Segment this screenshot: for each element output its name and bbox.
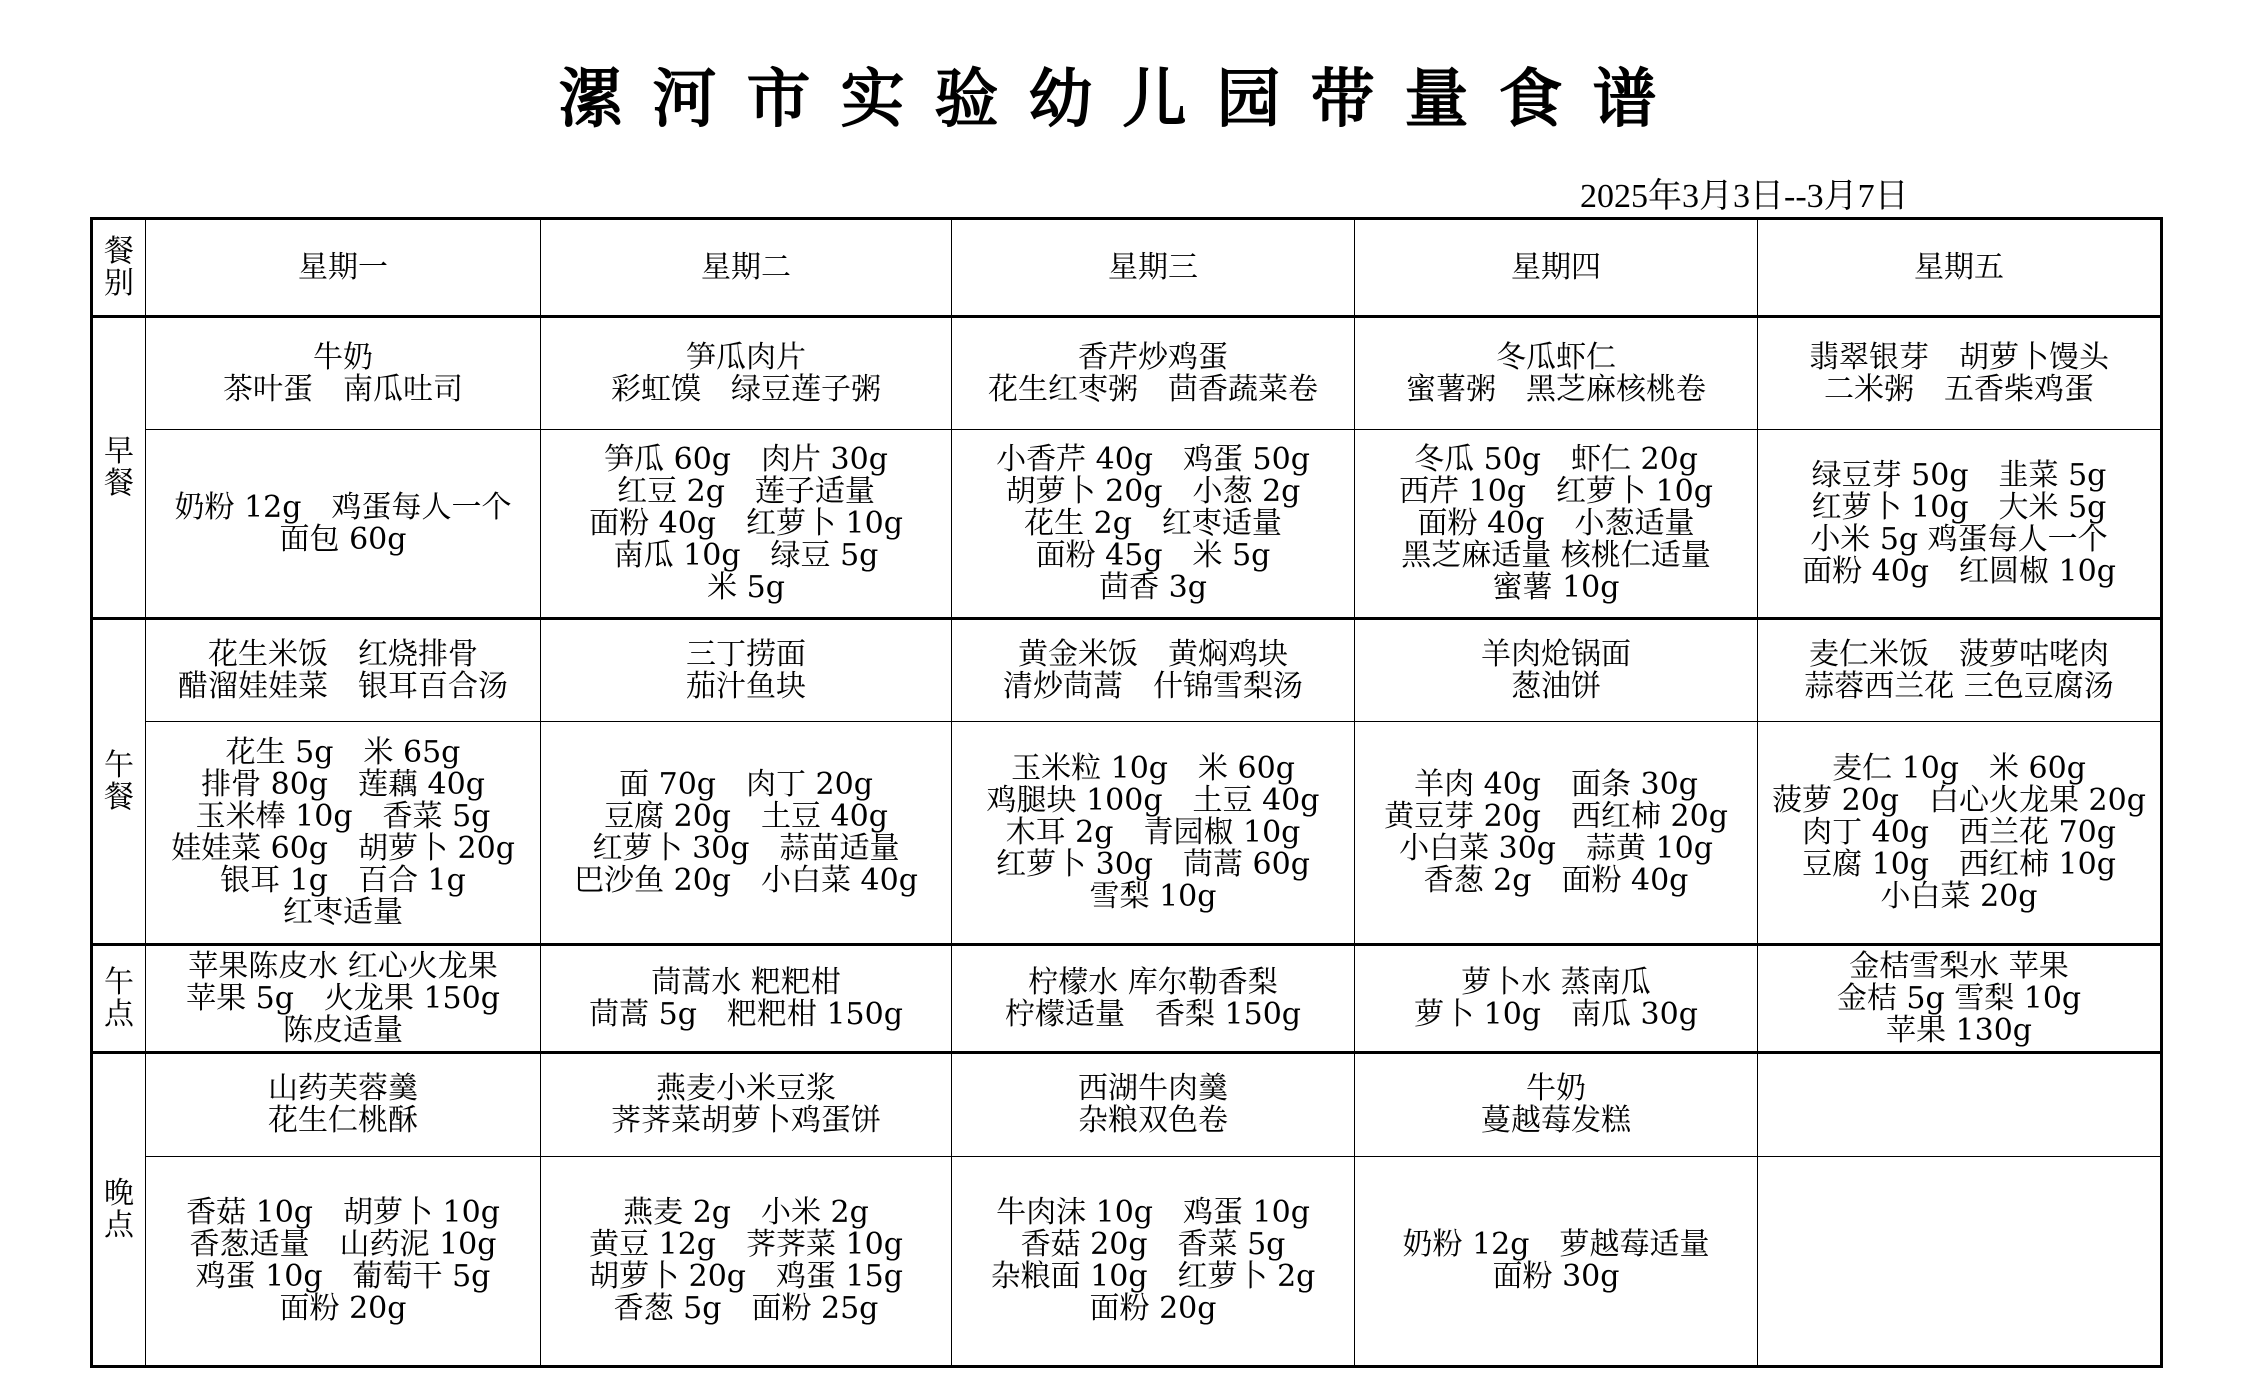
cell-line: 面包 60g: [279, 521, 407, 557]
dish-cell-mon: [146, 1053, 541, 1157]
cell-line: 清炒茼蒿 什锦雪梨汤: [1003, 668, 1303, 704]
cell-line: 蔓越莓发糕: [1481, 1103, 1631, 1138]
dish-cell-tue: [541, 317, 952, 430]
cell-line: 花生 2g 红枣适量: [1024, 505, 1282, 541]
cell-line: 萝卜 10g 南瓜 30g: [1414, 996, 1698, 1032]
cell-line: 小白菜 20g: [1880, 878, 2038, 914]
meal-label-char: 餐: [104, 779, 134, 815]
cell-line: 三丁捞面: [686, 636, 806, 672]
day-header-mon: 星期一: [146, 219, 541, 317]
cell-line: 玉米粒 10g 米 60g: [1011, 750, 1295, 786]
dish-cell-tue: [541, 619, 952, 722]
cell-line: 翡翠银芽 胡萝卜馒头: [1809, 339, 2109, 375]
page-title: 漯河市实验幼儿园带量食谱: [558, 62, 1687, 137]
ingredient-cell-fri: [1758, 430, 2162, 619]
cell-line: 面粉 40g 红圆椒 10g: [1802, 553, 2116, 589]
cell-line: 柠檬水 库尔勒香梨: [1028, 964, 1278, 1000]
cell-line: 醋溜娃娃菜 银耳百合汤: [178, 668, 508, 704]
cell-line: 面粉 45g 米 5g: [1035, 537, 1271, 573]
cell-line: 巴沙鱼 20g 小白菜 40g: [574, 862, 918, 898]
ingredient-cell-tue: [541, 430, 952, 619]
dish-cell-mon: [146, 317, 541, 430]
cell-line: 陈皮适量: [283, 1012, 403, 1048]
meal-label: [92, 619, 146, 945]
cell-line: 香葱适量 山药泥 10g: [189, 1227, 497, 1262]
cell-line: 苹果 130g: [1885, 1012, 2032, 1048]
cell-line: 黄金米饭 黄焖鸡块: [1018, 636, 1288, 672]
ingredient-cell-wed: [952, 430, 1355, 619]
cell-line: 笋瓜肉片: [686, 339, 806, 375]
ingredient-cell-thu: [1355, 722, 1758, 945]
cell-line: 燕麦 2g 小米 2g: [623, 1195, 869, 1230]
ingredient-cell-wed: [952, 1157, 1355, 1367]
ingredient-cell-wed: [952, 722, 1355, 945]
ingredient-cell-tue: [541, 1157, 952, 1367]
cell-line: 面 70g 肉丁 20g: [619, 766, 873, 802]
cell-line: 面粉 40g 小葱适量: [1417, 505, 1695, 541]
cell-line: 杂粮双色卷: [1078, 1103, 1228, 1138]
cell-line: 燕麦小米豆浆: [656, 1071, 836, 1106]
meal-label-char: 午: [104, 747, 134, 783]
meal-label: [92, 317, 146, 619]
cell-line: 彩虹馍 绿豆莲子粥: [611, 371, 881, 407]
cell-line: 香菇 10g 胡萝卜 10g: [186, 1195, 500, 1230]
ingredient-cell-thu: [1355, 430, 1758, 619]
cell-line: 香芹炒鸡蛋: [1078, 339, 1228, 375]
cell-line: 小米 5g 鸡蛋每人一个: [1810, 521, 2108, 557]
day-header-tue: 星期二: [541, 219, 952, 317]
cell-line: 花生仁桃酥: [268, 1103, 418, 1138]
cell-line: 花生 5g 米 65g: [225, 734, 461, 770]
meal-column-header: [92, 219, 146, 317]
cell-line: 豆腐 20g 土豆 40g: [604, 798, 888, 834]
day-header-fri: 星期五: [1758, 219, 2162, 317]
cell-line: 玉米棒 10g 香菜 5g: [195, 798, 491, 834]
meal-row: [92, 945, 2162, 1053]
cell-line: 萝卜水 蒸南瓜: [1461, 964, 1651, 1000]
snack-cell-wed: [952, 945, 1355, 1053]
dish-cell-wed: [952, 1053, 1355, 1157]
meal-label-char: 早: [104, 433, 134, 469]
meal-label-char: 晚: [104, 1175, 134, 1211]
cell-line: 奶粉 12g 萝越莓适量: [1402, 1227, 1710, 1262]
ingredients-row: [92, 430, 2162, 619]
cell-line: 肉丁 40g 西兰花 70g: [1802, 814, 2116, 850]
cell-line: 麦仁 10g 米 60g: [1832, 750, 2086, 786]
dish-cell-thu: [1355, 619, 1758, 722]
ingredients-row: [92, 1157, 2162, 1367]
menu-table: [90, 217, 2163, 1368]
dishes-row: [92, 619, 2162, 722]
day-header-wed: 星期三: [952, 219, 1355, 317]
cell-line: 茼蒿水 粑粑柑: [651, 964, 841, 1000]
dish-cell-mon: [146, 619, 541, 722]
meal-label: [92, 1053, 146, 1367]
cell-line: 红枣适量: [283, 894, 403, 930]
cell-line: 红豆 2g 莲子适量: [617, 473, 875, 509]
cell-line: 鸡蛋 10g 葡萄干 5g: [195, 1259, 491, 1294]
ingredient-cell-tue: [541, 722, 952, 945]
cell-line: 排骨 80g 莲藕 40g: [201, 766, 485, 802]
day-header-thu: 星期四: [1355, 219, 1758, 317]
cell-line: 银耳 1g 百合 1g: [220, 862, 466, 898]
dish-cell-thu: [1355, 317, 1758, 430]
cell-line: 奶粉 12g 鸡蛋每人一个: [174, 489, 512, 525]
ingredient-cell-mon: [146, 722, 541, 945]
cell-line: 黄豆芽 20g 西红柿 20g: [1384, 798, 1728, 834]
ingredient-cell-thu: [1355, 1157, 1758, 1367]
cell-line: 杂粮面 10g 红萝卜 2g: [990, 1259, 1316, 1294]
snack-cell-fri: [1758, 945, 2162, 1053]
cell-line: 蒜蓉西兰花 三色豆腐汤: [1804, 668, 2114, 704]
meal-col-char: 别: [104, 265, 134, 301]
cell-line: 蜜薯 10g: [1492, 569, 1620, 605]
dish-cell-thu: [1355, 1053, 1758, 1157]
dish-cell-tue: [541, 1053, 952, 1157]
cell-line: 西芹 10g 红萝卜 10g: [1399, 473, 1713, 509]
cell-line: 面粉 40g 红萝卜 10g: [589, 505, 903, 541]
cell-line: 香葱 5g 面粉 25g: [613, 1291, 879, 1326]
cell-line: 红萝卜 30g 茼蒿 60g: [996, 846, 1310, 882]
ingredient-cell-mon: [146, 1157, 541, 1367]
cell-line: 小香芹 40g 鸡蛋 50g: [996, 441, 1310, 477]
cell-line: 豆腐 10g 西红柿 10g: [1802, 846, 2116, 882]
cell-line: 冬瓜虾仁: [1496, 339, 1616, 375]
snack-cell-tue: [541, 945, 952, 1053]
dishes-row: [92, 317, 2162, 430]
ingredient-cell-fri: [1758, 1157, 2162, 1367]
cell-line: 小白菜 30g 蒜黄 10g: [1399, 830, 1713, 866]
cell-line: 面粉 20g: [279, 1291, 407, 1326]
cell-line: 柠檬适量 香梨 150g: [1004, 996, 1301, 1032]
cell-line: 花生红枣粥 茴香蔬菜卷: [988, 371, 1318, 407]
ingredients-row: [92, 722, 2162, 945]
cell-line: 山药芙蓉羹: [268, 1071, 418, 1106]
dishes-row: [92, 1053, 2162, 1157]
cell-line: 胡萝卜 20g 小葱 2g: [1005, 473, 1301, 509]
cell-line: 金桔 5g 雪梨 10g: [1836, 980, 2082, 1016]
snack-cell-mon: [146, 945, 541, 1053]
cell-line: 茶叶蛋 南瓜吐司: [223, 371, 463, 407]
cell-line: 羊肉 40g 面条 30g: [1414, 766, 1698, 802]
dish-cell-fri: [1758, 619, 2162, 722]
cell-line: 鸡腿块 100g 土豆 40g: [986, 782, 1320, 818]
snack-cell-thu: [1355, 945, 1758, 1053]
dish-cell-fri: [1758, 1053, 2162, 1157]
header-row: [92, 219, 2162, 317]
cell-line: 笋瓜 60g 肉片 30g: [604, 441, 888, 477]
cell-line: 苹果陈皮水 红心火龙果: [188, 948, 498, 984]
meal-label-char: 点: [104, 996, 134, 1032]
cell-line: 麦仁米饭 菠萝咕咾肉: [1809, 636, 2109, 672]
cell-line: 葱油饼: [1511, 668, 1601, 704]
cell-line: 茼蒿 5g 粑粑柑 150g: [589, 996, 903, 1032]
cell-line: 牛奶: [313, 339, 373, 375]
meal-label-char: 午: [104, 964, 134, 1000]
cell-line: 菠萝 20g 白心火龙果 20g: [1772, 782, 2146, 818]
meal-label-char: 餐: [104, 465, 134, 501]
cell-line: 南瓜 10g 绿豆 5g: [613, 537, 879, 573]
cell-line: 绿豆芽 50g 韭菜 5g: [1811, 457, 2107, 493]
cell-line: 牛肉沫 10g 鸡蛋 10g: [996, 1195, 1310, 1230]
cell-line: 黄豆 12g 荠荠菜 10g: [589, 1227, 903, 1262]
cell-line: 香菇 20g 香菜 5g: [1020, 1227, 1286, 1262]
cell-line: 米 5g: [707, 569, 785, 605]
cell-line: 娃娃菜 60g 胡萝卜 20g: [171, 830, 515, 866]
cell-line: 荠荠菜胡萝卜鸡蛋饼: [611, 1103, 881, 1138]
cell-line: 苹果 5g 火龙果 150g: [186, 980, 500, 1016]
dish-cell-wed: [952, 317, 1355, 430]
dish-cell-fri: [1758, 317, 2162, 430]
dish-cell-wed: [952, 619, 1355, 722]
ingredient-cell-fri: [1758, 722, 2162, 945]
cell-line: 香葱 2g 面粉 40g: [1423, 862, 1689, 898]
cell-line: 雪梨 10g: [1089, 878, 1217, 914]
cell-line: 面粉 30g: [1492, 1259, 1620, 1294]
cell-line: 面粉 20g: [1089, 1291, 1217, 1326]
cell-line: 西湖牛肉羹: [1078, 1071, 1228, 1106]
cell-line: 黑芝麻适量 核桃仁适量: [1401, 537, 1711, 573]
date-range: 2025年3月3日--3月7日: [1580, 178, 1909, 215]
cell-line: 二米粥 五香柴鸡蛋: [1824, 371, 2094, 407]
cell-line: 蜜薯粥 黑芝麻核桃卷: [1406, 371, 1706, 407]
cell-line: 牛奶: [1526, 1071, 1586, 1106]
cell-line: 羊肉炝锅面: [1481, 636, 1631, 672]
cell-line: 茄汁鱼块: [686, 668, 806, 704]
cell-line: 胡萝卜 20g 鸡蛋 15g: [589, 1259, 903, 1294]
meal-label: [92, 945, 146, 1053]
meal-col-char: 餐: [104, 233, 134, 269]
meal-label-char: 点: [104, 1207, 134, 1243]
cell-line: 红萝卜 10g 大米 5g: [1811, 489, 2107, 525]
cell-line: 红萝卜 30g 蒜苗适量: [592, 830, 900, 866]
cell-line: 木耳 2g 青园椒 10g: [1005, 814, 1301, 850]
cell-line: 冬瓜 50g 虾仁 20g: [1414, 441, 1698, 477]
cell-line: 茴香 3g: [1099, 569, 1207, 605]
cell-line: 花生米饭 红烧排骨: [208, 636, 478, 672]
ingredient-cell-mon: [146, 430, 541, 619]
cell-line: 金桔雪梨水 苹果: [1849, 948, 2069, 984]
